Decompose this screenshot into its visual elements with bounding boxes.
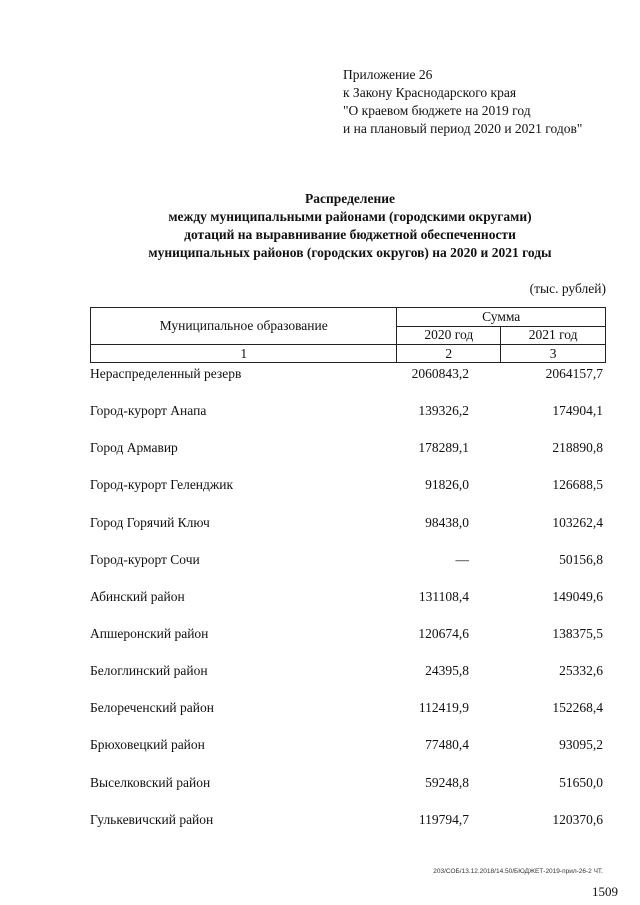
header-year-2020: 2020 год: [397, 326, 501, 345]
table-row: [90, 812, 606, 849]
row-value-2021: 93095,2: [559, 737, 603, 753]
table-body: [90, 366, 606, 849]
table-row: [90, 663, 606, 700]
row-value-2021: 2064157,7: [545, 366, 603, 381]
row-name: Выселковский район: [90, 774, 211, 790]
table-header: [90, 307, 606, 363]
header-year-2021: 2021 год: [501, 326, 606, 345]
row-value-2020: 91826,0: [425, 477, 469, 493]
row-value-2020: 24395,8: [425, 663, 469, 679]
footer-document-code: 203/СОБ/13.12.2018/14.50/БЮДЖЕТ-2019-прил-26-2 ЧТ.: [433, 868, 603, 875]
table-row: [90, 477, 606, 514]
row-name: Город-курорт Геленджик: [90, 477, 234, 493]
column-number: 1: [91, 345, 397, 363]
row-value-2021: 152268,4: [552, 700, 603, 716]
row-value-2020: 119794,7: [418, 811, 469, 827]
appendix-header: [343, 66, 582, 138]
row-name: Город Горячий Ключ: [90, 514, 210, 530]
table-row: [90, 700, 606, 737]
row-name: Город-курорт Сочи: [90, 551, 200, 567]
table-row: [90, 515, 606, 552]
row-value-2021: 174904,1: [552, 403, 603, 419]
appendix-line: "О краевом бюджете на 2019 год: [343, 103, 531, 118]
column-number: 3: [501, 345, 606, 363]
table-row: [90, 552, 606, 589]
row-value-2021: 126688,5: [552, 477, 603, 493]
row-value-2021: 25332,6: [559, 663, 603, 679]
row-name: Город-курорт Анапа: [90, 403, 207, 419]
table-row: [90, 626, 606, 663]
row-value-2021: 50156,8: [559, 551, 603, 567]
row-value-2020: 77480,4: [425, 737, 469, 753]
row-value-2021: 51650,0: [559, 774, 603, 790]
column-number: 2: [397, 345, 501, 363]
appendix-line: и на плановый период 2020 и 2021 годов": [343, 121, 583, 136]
row-value-2021: 138375,5: [552, 625, 603, 641]
row-name: Город Армавир: [90, 440, 178, 456]
row-name: Белореченский район: [90, 700, 214, 716]
row-name: Гулькевичский район: [90, 811, 214, 827]
table-row: [90, 366, 606, 403]
table-row: [90, 440, 606, 477]
title-line: между муниципальными районами (городскими округами): [168, 209, 532, 224]
row-value-2020: 2060843,2: [411, 366, 469, 381]
row-name: Брюховецкий район: [90, 737, 205, 753]
row-value-2020: 178289,1: [418, 440, 469, 456]
row-name: Апшеронский район: [90, 625, 209, 641]
page-number: 1509: [592, 884, 618, 899]
title-line: дотаций на выравнивание бюджетной обеспеченности: [184, 227, 516, 242]
row-value-2020: 131108,4: [418, 588, 469, 604]
row-value-2020: 59248,8: [425, 774, 469, 790]
row-name: Абинский район: [90, 588, 185, 604]
table-row: [90, 775, 606, 812]
row-name: Нераспределенный резерв: [90, 366, 242, 381]
table-row: [90, 737, 606, 774]
row-value-2020: 139326,2: [418, 403, 469, 419]
row-value-2021: 103262,4: [552, 514, 603, 530]
header-municipality: Муниципальное образование: [91, 308, 397, 345]
appendix-line: к Закону Краснодарского края: [343, 85, 517, 100]
table-row: [90, 403, 606, 440]
row-value-2020: 98438,0: [425, 514, 469, 530]
row-value-2021: 218890,8: [552, 440, 603, 456]
title-line: муниципальных районов (городских округов) на 2020 и 2021 годы: [148, 245, 552, 260]
row-value-2021: 149049,6: [552, 588, 603, 604]
units-label: (тыс. рублей): [529, 281, 606, 296]
table-row: [90, 589, 606, 626]
header-sum: Сумма: [397, 308, 606, 327]
appendix-line: Приложение 26: [343, 67, 433, 82]
document-title: [80, 190, 620, 262]
row-value-2020: —: [455, 551, 469, 567]
row-value-2020: 112419,9: [418, 700, 469, 716]
title-line: Распределение: [304, 191, 396, 206]
row-value-2021: 120370,6: [552, 811, 603, 827]
row-name: Белоглинский район: [90, 663, 208, 679]
row-value-2020: 120674,6: [418, 625, 469, 641]
